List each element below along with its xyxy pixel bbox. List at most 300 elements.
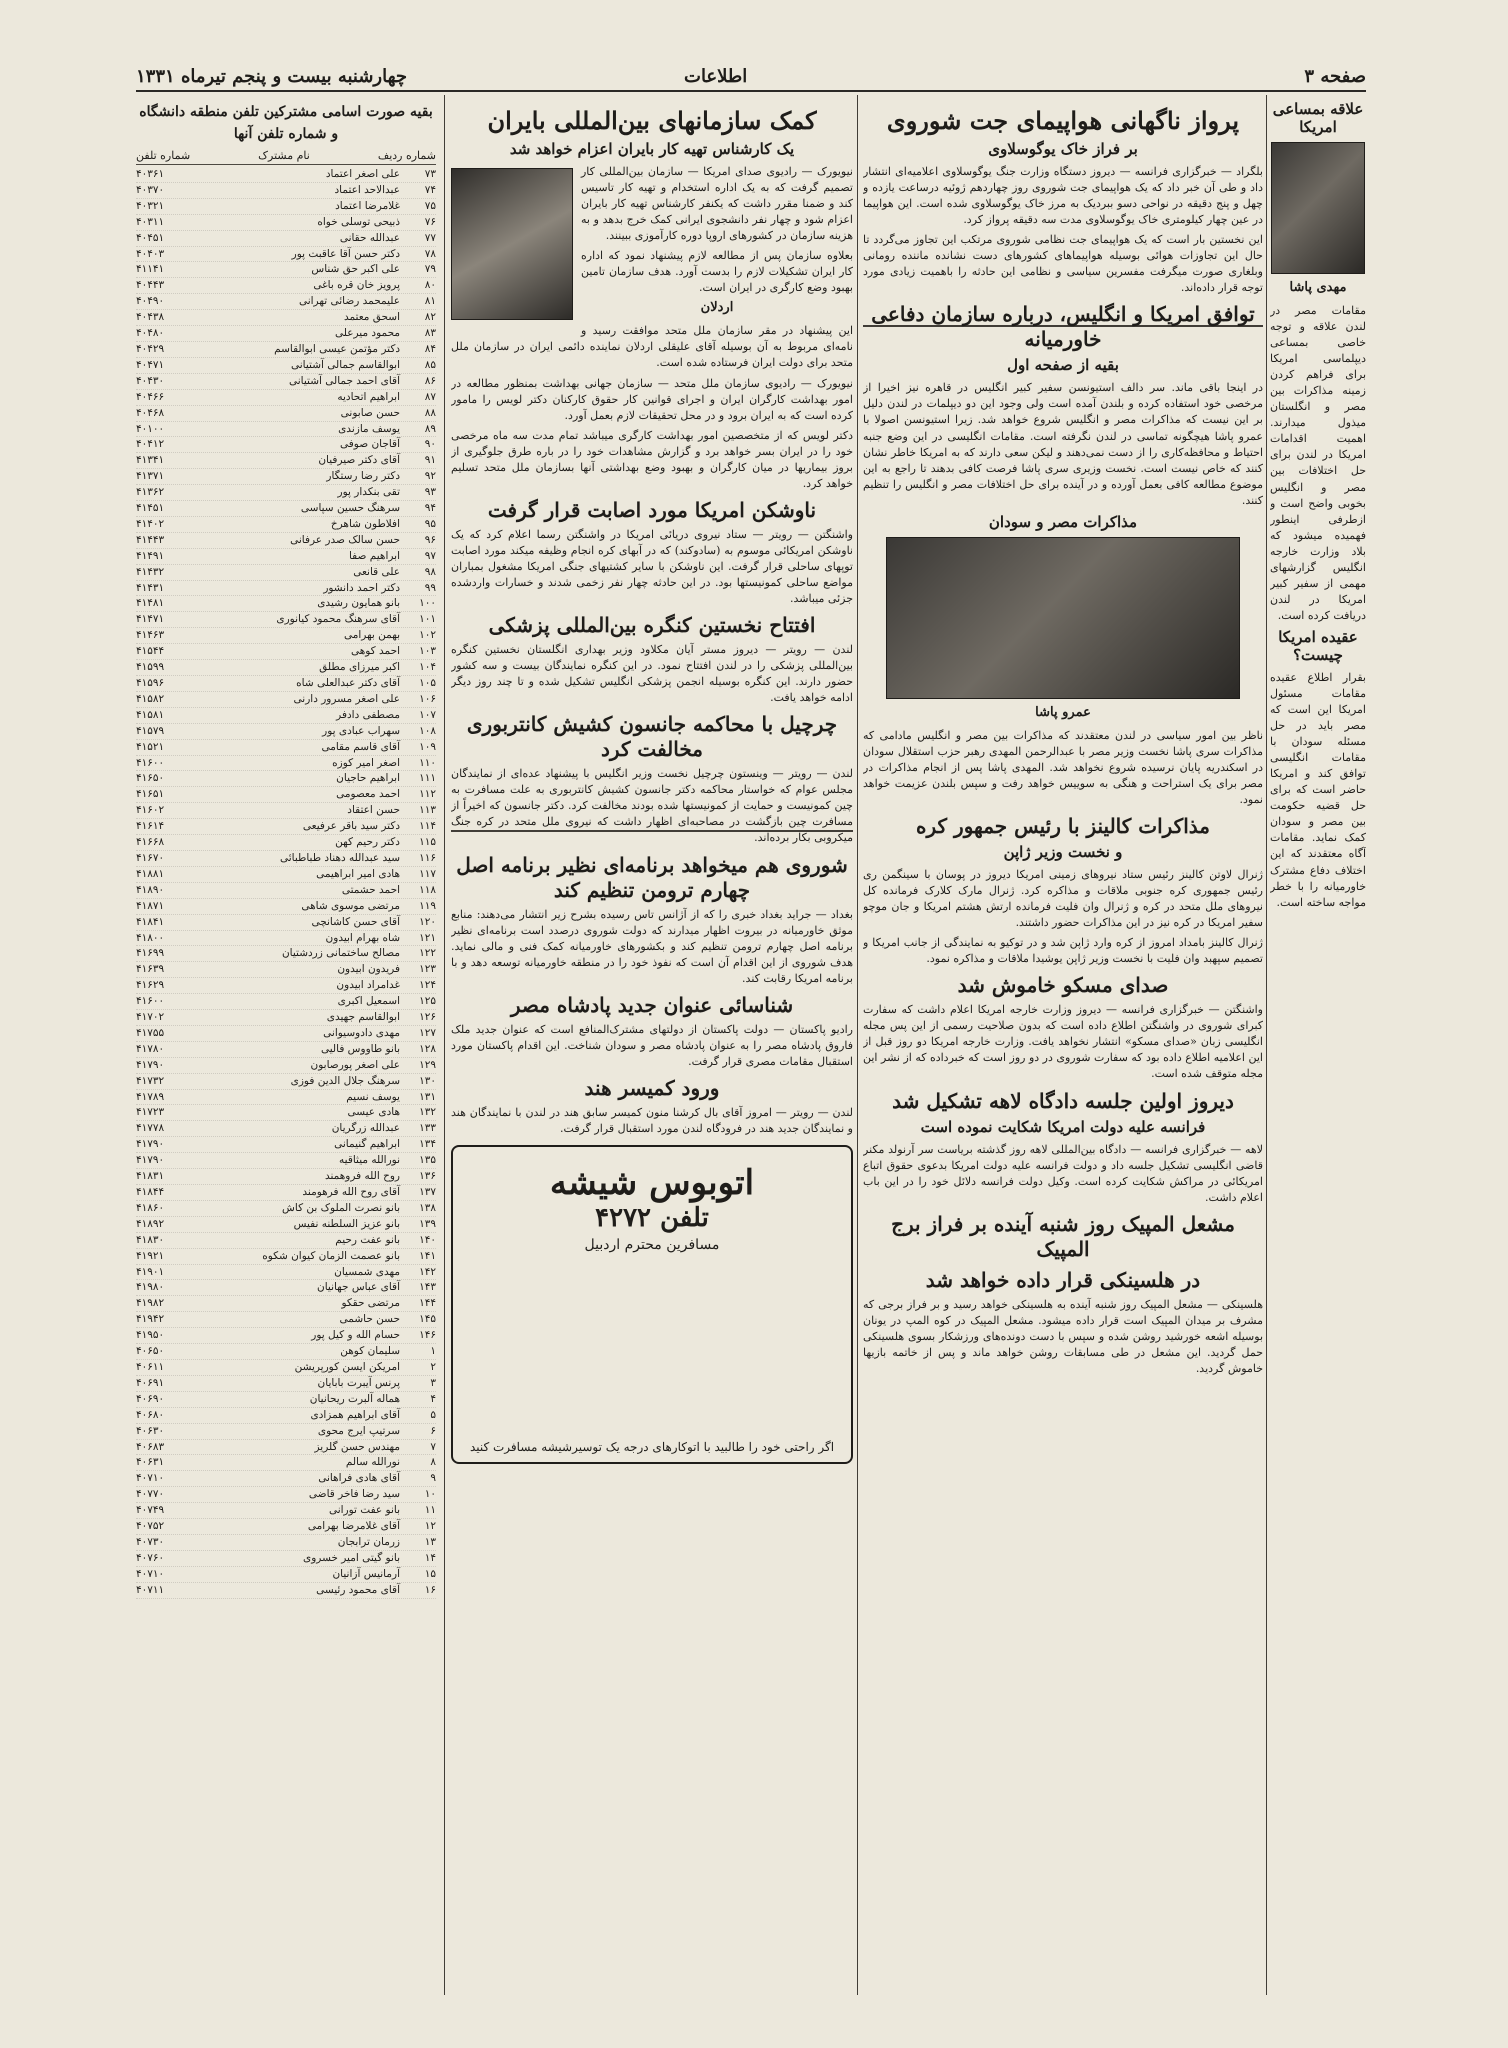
row-phone: ۴۰۶۵۰ <box>136 1345 165 1358</box>
row-phone: ۴۱۸۰۰ <box>136 931 165 944</box>
article-headline: افتتاح نخستین کنگره بین‌المللی پزشکی <box>488 613 816 638</box>
row-index: ۱۱۰ <box>419 756 436 769</box>
row-name: اسمعیل اکبری <box>337 995 400 1008</box>
row-index: ۹۸ <box>424 565 436 578</box>
row-phone: ۴۱۹۸۰ <box>136 1281 165 1294</box>
row-name: اصغر امیر کوزه <box>332 756 400 769</box>
row-index: ۹۵ <box>424 517 436 530</box>
directory-row <box>136 867 436 883</box>
directory-row <box>136 1376 436 1392</box>
row-name: اکبر میرزای مطلق <box>319 661 400 674</box>
row-index: ۹۹ <box>424 581 436 594</box>
row-index: ۱۰۲ <box>419 629 436 642</box>
row-index: ۳ <box>430 1376 436 1389</box>
row-name: هادی عیسی <box>347 1106 400 1119</box>
row-index: ۱۱۹ <box>419 899 436 912</box>
row-phone: ۴۱۹۲۱ <box>136 1249 165 1262</box>
directory-row <box>136 1296 436 1312</box>
row-index: ۹۱ <box>424 454 436 467</box>
row-index: ۱۲۵ <box>419 995 436 1008</box>
directory-row <box>136 358 436 374</box>
article-body: بقرار اطلاع عقیده مقامات مسئول امریکا این است که مصر باید در حل مسئله سودان با مقامات انگلیسی توافق کند و امریکا حاضر است که برای حل قضیه حکومت بین مصر و سودان کمک نماید. مقامات آگاه معتقدند که این اختلاف دفاع مشترک خاورمیانه را با خطر مواجه ساخته است. <box>1270 670 1366 909</box>
row-name: عبدالله زرگریان <box>331 1122 400 1135</box>
directory-row <box>136 883 436 899</box>
row-phone: ۴۱۵۸۲ <box>136 692 165 705</box>
row-phone: ۴۱۸۷۱ <box>136 899 165 912</box>
directory-row <box>136 262 436 278</box>
row-name: سرهنگ حسین سپاسی <box>300 502 400 515</box>
row-index: ۶ <box>430 1424 436 1437</box>
row-name: فریدون ابیدون <box>337 963 400 976</box>
row-phone: ۴۰۴۷۱ <box>136 358 165 371</box>
row-phone: ۴۰۷۱۱ <box>136 1583 165 1596</box>
row-index: ۱۲۷ <box>419 1026 436 1039</box>
article-headline: ناوشکن امریکا مورد اصابت قرار گرفت <box>487 497 817 522</box>
row-index: ۱۳۰ <box>419 1074 436 1087</box>
directory-row <box>136 501 436 517</box>
row-index: ۱۴۵ <box>419 1313 436 1326</box>
row-index: ۷ <box>430 1440 436 1453</box>
directory-row <box>136 724 436 740</box>
row-name: آقای قاسم مقامی <box>321 740 400 753</box>
row-index: ۱۰۰ <box>419 597 436 610</box>
directory-row <box>136 390 436 406</box>
row-index: ۱۲۰ <box>419 915 436 928</box>
row-phone: ۴۱۶۹۹ <box>136 947 165 960</box>
directory-row <box>136 326 436 342</box>
row-index: ۱۴۴ <box>419 1297 436 1310</box>
row-name: بانو طاووس فالیی <box>321 1042 400 1055</box>
row-phone: ۴۰۷۳۰ <box>136 1535 165 1548</box>
directory-row <box>136 1392 436 1408</box>
article-body: ژنرال لاوتن کالینز رئیس ستاد نیروهای زمینی امریکا دیروز در پوسان با سینگمن ری رئیس جمهوری کره جنوبی ملاقات و مذاکره کرد. ژنرال مارک کلارک فرمانده کل نیروهای ملل متحد در کره و ژنرال وان فلیت فرمانده ارتش هشتم امریکا و جان موچو سفیر امریکا در کره نیز در این مذاکرات حضور داشتند. <box>863 867 1263 930</box>
article-body: بغداد — جراید بغداد خبری را که از آژانس تاس رسیده بشرح زیر انتشار می‌دهند: منابع موثق خاورمیانه در بیروت اظهار میدارند که دولت شوروی درصدد است برنامه‌ای نظیر برنامه اصل چهارم ترومن تنظیم کند و بکشورهای خاورمیانه کمک فنی و مالی نماید. هدف شوروی از این اقدام آن است که نفوذ خود را در منطقه خاورمیانه توسعه دهد و با برنامه امریکا رقابت کند. <box>451 907 853 985</box>
row-name: مهدی دادوسیوانی <box>323 1026 400 1039</box>
article-column-strip <box>1270 100 1366 2000</box>
directory-row <box>136 1185 436 1201</box>
ad-line: مسافرین محترم اردبیل <box>584 1236 720 1253</box>
directory-row <box>136 517 436 533</box>
directory-row <box>136 931 436 947</box>
article-headline: چرچیل با محاکمه جانسون کشیش کانتربوری مخالفت کرد <box>466 712 838 762</box>
article-body: ژنرال کالینز بامداد امروز از کره وارد ژاپن شد و در توکیو به نمایندگی از جانب امریکا و تصمیم سپهبد وان فلیت با نخست وزیر ژاپن یوشیدا ملاقات و مذاکره نمود. <box>863 936 1263 966</box>
directory-row <box>136 1440 436 1456</box>
date-line: چهارشنبه بیست و پنجم تیرماه ۱۳۳۱ <box>136 66 408 87</box>
row-phone: ۴۰۷۱۰ <box>136 1472 165 1485</box>
row-name: مصطفی دادفر <box>336 708 400 721</box>
row-index: ۱۳۶ <box>419 1170 436 1183</box>
article-body: لندن — رویتر — وینستون چرچیل نخست وزیر انگلیس با پیشنهاد عده‌ای از نمایندگان مجلس عوام که خواستار محاکمه دکتر جانسون کشیش کانتربوری به علت مسافرت به چین کمونیست و حمایت از کمونیستها شده بودند مخالفت کرد. دکتر جانسون که اخیراً از مسافرت چین بازگشت در مصاحبه‌ای اظهار داشت که نیروی ملل متحد در کره جنگ میکروبی بکار برده‌اند. <box>451 767 853 845</box>
directory-row <box>136 708 436 724</box>
row-phone: ۴۰۴۸۰ <box>136 327 165 340</box>
article-subheadline: بقیه از صفحه اول <box>1007 356 1119 375</box>
directory-row <box>136 1090 436 1106</box>
row-phone: ۴۱۵۷۹ <box>136 724 165 737</box>
row-index: ۱۱۷ <box>419 867 436 880</box>
row-phone: ۴۱۶۵۱ <box>136 788 165 801</box>
row-phone: ۴۱۶۰۲ <box>136 804 165 817</box>
row-phone: ۴۱۳۶۲ <box>136 486 165 499</box>
row-phone: ۴۰۴۳۸ <box>136 311 165 324</box>
article-headline: در هلسینکی قرار داده خواهد شد <box>925 1267 1201 1292</box>
directory-row <box>136 469 436 485</box>
row-name: علیمحمد رضائی تهرانی <box>298 295 400 308</box>
row-index: ۱۵ <box>424 1567 436 1580</box>
row-name: بانو همایون رشیدی <box>317 597 400 610</box>
row-name: غلامرضا اعتماد <box>335 199 400 212</box>
article-headline: صدای مسکو خاموش شد <box>957 973 1169 998</box>
row-index: ۱۱۴ <box>419 820 436 833</box>
section-box: عقیده امریکا چیست؟ <box>1278 627 1358 664</box>
article-headline: شوروی هم میخواهد برنامه‌ای نظیر برنامه اصل چهارم ترومن تنظیم کند <box>456 852 848 902</box>
row-phone: ۴۱۶۳۹ <box>136 963 165 976</box>
row-name: دکتر احمد دانشور <box>323 581 400 594</box>
row-index: ۱۰۸ <box>419 724 436 737</box>
row-name: حسام الله و کیل پور <box>311 1329 400 1342</box>
row-name: علی قانعی <box>353 565 400 578</box>
row-phone: ۴۱۹۸۲ <box>136 1297 165 1310</box>
row-name: سرتیپ ایرج محوی <box>317 1424 400 1437</box>
directory-row <box>136 1455 436 1471</box>
row-index: ۱۰۳ <box>419 645 436 658</box>
row-index: ۸ <box>430 1456 436 1469</box>
row-phone: ۴۱۴۵۱ <box>136 502 165 515</box>
row-name: سهراب عبادی پور <box>322 724 400 737</box>
directory-row <box>136 1105 436 1121</box>
article-body: نیویورک — رادیوی سازمان ملل متحد — سازمان جهانی بهداشت بمنظور مطالعه در امور بهداشت کارگران ایران و اجرای قوانین کار حقوق کارکنان دکتر لویس را مامور کرده است که به ایران برود و در محل تحقیقات لازم بعمل آورد. <box>451 376 853 422</box>
row-phone: ۴۱۴۷۱ <box>136 613 165 626</box>
row-name: سرهنگ جلال الدین فوزی <box>290 1074 400 1087</box>
row-phone: ۴۱۷۸۰ <box>136 1042 165 1055</box>
row-phone: ۴۰۳۱۱ <box>136 215 165 228</box>
row-phone: ۴۰۴۳۰ <box>136 374 165 387</box>
row-index: ۵ <box>430 1408 436 1421</box>
row-name: دکتر رحیم کهن <box>335 836 400 849</box>
row-index: ۱۴۰ <box>419 1233 436 1246</box>
row-phone: ۴۱۹۰۱ <box>136 1265 165 1278</box>
row-index: ۱۲ <box>424 1520 436 1533</box>
row-name: حسن سالک صدر عرفانی <box>290 533 400 546</box>
directory-row <box>136 628 436 644</box>
row-name: بانو عفت تورانی <box>328 1504 400 1517</box>
row-phone: ۴۱۶۷۰ <box>136 851 165 864</box>
row-phone: ۴۱۷۰۲ <box>136 1011 165 1024</box>
article-subheadline: فرانسه علیه دولت امریکا شکایت نموده است <box>920 1117 1206 1136</box>
directory-row <box>136 851 436 867</box>
row-phone: ۴۱۷۹۰ <box>136 1058 165 1071</box>
row-phone: ۴۰۳۲۱ <box>136 199 165 212</box>
article-body: هلسینکی — مشعل المپیک روز شنبه آینده به هلسینکی خواهد رسید و بر فراز برجی که مشرف بر میدان المپیک است قرار داده میشود. مشعل المپیک در کوه المپ در یونان بوسیله اشعه خورشید روشن شده و سپس با دست دونده‌های ورزشکار بسوی هلسینکی حمل گردید. این مشعل در طی مسابقات روشن خواهد ماند و پس از خاتمه بازیها خاموش گردید. <box>863 1297 1263 1375</box>
row-phone: ۴۰۶۹۱ <box>136 1376 165 1389</box>
directory-title: بقیه صورت اسامی مشترکین تلفن منطقه دانشگاه <box>139 104 433 120</box>
row-name: یوسف مازندی <box>338 422 400 435</box>
row-phone: ۴۱۶۶۸ <box>136 836 165 849</box>
row-phone: ۴۱۷۷۸ <box>136 1122 165 1135</box>
row-name: مرتضی موسوی شاهی <box>301 899 400 912</box>
row-index: ۸۳ <box>424 327 436 340</box>
row-index: ۸۶ <box>424 374 436 387</box>
row-phone: ۴۱۸۳۱ <box>136 1170 165 1183</box>
directory-row <box>136 310 436 326</box>
row-name: نورالله سالم <box>345 1456 400 1469</box>
row-name: آقای عباس جهانیان <box>316 1281 400 1294</box>
article-headline: دیروز اولین جلسه دادگاه لاهه تشکیل شد <box>892 1088 1234 1113</box>
row-phone: ۴۱۵۹۹ <box>136 661 165 674</box>
photo-caption: عمرو پاشا <box>1035 704 1091 720</box>
row-index: ۱۰۵ <box>419 677 436 689</box>
directory-row <box>136 565 436 581</box>
directory-row <box>136 1137 436 1153</box>
row-index: ۷۵ <box>424 199 436 212</box>
article-body: لاهه — خبرگزاری فرانسه — دادگاه بین‌المللی لاهه روز گذشته بریاست سر آرنولد مکنر قاضی انگلیسی تشکیل جلسه داد و دولت فرانسه علیه دولت امریکا بدعوی حقوق اتباع امریکائی در مراکش شکایت کرده است. وکیل دولت فرانسه دلائل خود را در این باب اعلام داشت. <box>863 1142 1263 1204</box>
directory-row <box>136 1153 436 1169</box>
row-name: حسن صابونی <box>340 406 400 419</box>
row-index: ۱۳۳ <box>419 1122 436 1135</box>
row-index: ۱۱۸ <box>419 883 436 896</box>
row-name: بانو عصمت الزمان کیوان شکوه <box>262 1249 400 1262</box>
row-index: ۱ <box>430 1345 436 1358</box>
directory-row <box>136 803 436 819</box>
row-name: بانو عفت رحیم <box>335 1233 400 1246</box>
directory-row <box>136 1344 436 1360</box>
directory-row <box>136 1535 436 1551</box>
row-name: امریکن ایسن کورپریشن <box>294 1360 400 1373</box>
directory-row <box>136 612 436 628</box>
article-subheadline: و نخست وزیر ژاپن <box>1003 842 1123 861</box>
row-name: احمد معصومی <box>336 788 400 801</box>
row-index: ۷۴ <box>424 183 436 196</box>
row-name: سید رضا فاخر قاضی <box>308 1488 400 1501</box>
row-index: ۸۴ <box>424 342 436 355</box>
row-phone: ۴۱۷۹۰ <box>136 1154 165 1167</box>
directory-row <box>136 1265 436 1281</box>
header-idx: شماره ردیف <box>377 149 436 162</box>
row-phone: ۴۰۷۷۰ <box>136 1488 165 1501</box>
page-header <box>136 66 1366 92</box>
directory-row <box>136 978 436 994</box>
directory-row <box>136 660 436 676</box>
row-name: پرویز خان قره باغی <box>313 279 400 292</box>
directory-row <box>136 962 436 978</box>
row-name: آقای ابراهیم همزادی <box>310 1408 400 1421</box>
row-phone: ۴۱۴۳۱ <box>136 581 165 594</box>
row-name: احمد حشمتی <box>341 883 400 896</box>
row-phone: ۴۱۴۴۳ <box>136 533 165 546</box>
row-name: ابراهیم حاجیان <box>336 772 400 785</box>
row-index: ۱۱۱ <box>419 772 436 785</box>
row-index: ۱۴۳ <box>419 1281 436 1294</box>
row-name: بانو نصرت الملوک بن کاش <box>282 1201 400 1214</box>
directory-row <box>136 1408 436 1424</box>
row-index: ۱۲۲ <box>419 947 436 960</box>
directory-row <box>136 1487 436 1503</box>
row-phone: ۴۱۸۴۱ <box>136 915 165 928</box>
row-index: ۸۱ <box>424 295 436 308</box>
row-phone: ۴۱۹۵۰ <box>136 1329 165 1342</box>
row-phone: ۴۱۱۴۱ <box>136 263 165 276</box>
directory-row <box>136 946 436 962</box>
directory-row <box>136 1424 436 1440</box>
row-index: ۷۶ <box>424 215 436 228</box>
article-body: واشنگتن — رویتر — ستاد نیروی دریائی امریکا در واشنگتن رسما اعلام کرد که یک ناوشکن امریکائی موسوم به (سادوکند) که در آبهای کره انجام وظیفه میکند مورد اصابت توپهای ساحلی قرار گرفت. این ناوشکن با سایر کشتیهای جنگی امریکا مشغول بمباران مواضع ساحلی کمونیستها بود. در این حادثه چهار نفر زخمی شدند و خسارات واردشده جزئی میباشد. <box>451 527 853 606</box>
row-index: ۱۲۱ <box>419 931 436 944</box>
row-phone: ۴۱۶۰۰ <box>136 995 165 1008</box>
row-phone: ۴۱۵۴۴ <box>136 645 165 658</box>
row-name: اسحق معتمد <box>343 311 400 324</box>
row-phone: ۴۰۶۹۰ <box>136 1392 165 1405</box>
row-index: ۱۰۹ <box>419 740 436 753</box>
row-index: ۹۰ <box>424 438 436 451</box>
row-name: بانو عزیز السلطنه نفیس <box>293 1217 400 1230</box>
phone-directory-column <box>136 100 436 2000</box>
row-phone: ۴۰۶۸۳ <box>136 1440 165 1453</box>
row-index: ۱۱۵ <box>419 836 436 849</box>
directory-row <box>136 1551 436 1567</box>
directory-row <box>136 1074 436 1090</box>
row-name: آقای غلامرضا بهرامی <box>307 1520 400 1533</box>
row-name: مرتضی حقکو <box>341 1297 400 1310</box>
directory-row <box>136 1042 436 1058</box>
directory-row <box>136 819 436 835</box>
row-phone: ۴۰۷۵۲ <box>136 1520 165 1533</box>
row-name: تقی بنکدار پور <box>337 486 400 499</box>
row-phone: ۴۱۳۷۱ <box>136 470 165 483</box>
row-index: ۹۲ <box>424 470 436 483</box>
row-name: پرنس آیبرت بابایان <box>317 1376 400 1389</box>
article-headline: شناسائی عنوان جدید پادشاه مصر <box>510 992 794 1017</box>
row-index: ۱۲۴ <box>419 979 436 992</box>
directory-row <box>136 437 436 453</box>
row-phone: ۴۰۳۷۰ <box>136 183 165 196</box>
article-body: بلگراد — خبرگزاری فرانسه — دیروز دستگاه وزارت جنگ یوگوسلاوی اعلامیه‌ای انتشار داد و طی آن خبر داد که یک هواپیمای جت شوروی روز چهاردهم ژوئیه درساعت یازده و چهل و پنج دقیقه در نواحی دسو ببردیک به مرز خاک یوگوسلاوی شده است. این هواپیما در عین چهار کیلومتری خاک یوگوسلاوی مدت سه دقیقه پرواز کرد. <box>863 165 1263 227</box>
row-name: ابراهیم اتحادیه <box>337 390 400 403</box>
row-name: حسن حاشمی <box>339 1313 400 1326</box>
row-phone: ۴۱۶۰۰ <box>136 756 165 769</box>
row-index: ۱۰۱ <box>419 613 436 626</box>
row-phone: ۴۱۴۸۱ <box>136 597 165 610</box>
column-rule-1 <box>444 95 445 1995</box>
row-index: ۷۸ <box>424 247 436 260</box>
row-phone: ۴۱۸۴۴ <box>136 1186 165 1198</box>
directory-row <box>136 1567 436 1583</box>
article-column-right <box>863 100 1263 2000</box>
article-body: نیویورک — رادیوی صدای امریکا — سازمان بین‌المللی کار تصمیم گرفت که به یک اداره استخدام و تهیه کار تاسیس کند و ضمنا مقرر داشت که یکنفر کارشناس تهیه کار بایران اعزام شود و چهار نفر دانشجوی ایرانی کمک خرج بدهد و به هزینه سازمان در کشورهای اروپا دوره کارآموزی ببینند. <box>581 165 853 243</box>
directory-list <box>136 167 436 1599</box>
row-index: ۱۰ <box>424 1488 436 1501</box>
row-name: سید عبدالله دهناد طباطبائی <box>279 851 400 864</box>
directory-row <box>136 247 436 263</box>
row-phone: ۴۱۵۲۱ <box>136 740 165 753</box>
row-index: ۹۳ <box>424 486 436 499</box>
row-index: ۸۵ <box>424 358 436 371</box>
row-name: شاه بهرام ابیدون <box>325 931 400 944</box>
row-name: آقای دکتر صیرفیان <box>318 454 400 467</box>
row-index: ۱۳۷ <box>419 1186 436 1198</box>
row-name: ابراهیم صفا <box>348 549 400 562</box>
row-phone: ۴۱۷۹۰ <box>136 1138 165 1151</box>
row-index: ۹۶ <box>424 533 436 546</box>
portrait-photo <box>451 168 573 320</box>
directory-row <box>136 215 436 231</box>
directory-row <box>136 1010 436 1026</box>
directory-row <box>136 1201 436 1217</box>
row-name: دکتر مؤتمن عیسی ابوالقاسم <box>274 342 400 355</box>
row-phone: ۴۱۸۹۰ <box>136 883 165 896</box>
directory-title: و شماره تلفن آنها <box>233 125 339 142</box>
directory-row <box>136 835 436 851</box>
row-index: ۱۰۴ <box>419 661 436 674</box>
row-name: بهمن بهرامی <box>343 629 400 642</box>
directory-row <box>136 915 436 931</box>
directory-row <box>136 756 436 772</box>
row-name: آقاجان صوفی <box>340 438 400 451</box>
directory-row <box>136 485 436 501</box>
row-index: ۱۱۳ <box>419 804 436 817</box>
directory-row <box>136 1519 436 1535</box>
row-name: بانو گیتی امیر خسروی <box>302 1551 400 1564</box>
row-name: مصالح ساختمانی زردشتیان <box>281 947 400 960</box>
row-phone: ۴۱۳۴۱ <box>136 454 165 467</box>
directory-row <box>136 740 436 756</box>
row-name: غدامراد ابیدون <box>336 979 400 992</box>
directory-row <box>136 676 436 692</box>
directory-row <box>136 1360 436 1376</box>
article-column-middle <box>451 100 853 2000</box>
article-body: رادیو پاکستان — دولت پاکستان از دولتهای مشترک‌المنافع است که عنوان جدید ملک فاروق پادشاه مصر را به عنوان پادشاه مصر و سودان شناخت. این اقدام پاکستان مورد استقبال مقامات مصری قرار گرفت. <box>451 1022 853 1068</box>
row-index: ۴ <box>430 1392 436 1405</box>
row-phone: ۴۰۱۰۰ <box>136 422 165 435</box>
row-index: ۱۱۲ <box>419 788 436 801</box>
row-name: عبدالاحد اعتماد <box>334 183 400 196</box>
row-phone: ۴۰۴۲۹ <box>136 342 165 355</box>
directory-row <box>136 453 436 469</box>
row-name: ابوالقاسم جهیدی <box>326 1011 400 1024</box>
row-name: احمد کوهی <box>350 645 400 658</box>
row-phone: ۴۱۴۹۱ <box>136 549 165 562</box>
row-phone: ۴۰۷۶۰ <box>136 1551 165 1564</box>
row-name: نورالله میثاقیه <box>339 1154 400 1167</box>
article-body: این نخستین بار است که یک هواپیمای جت نظامی شوروی مرتکب این تجاوز می‌گردد تا حال این تجاوزات هوائی بوسیله هواپیماهای کشورهای دست نشانده ماننده رومانی وبلغاری صورت میگرفت مفسرین سیاسی و نظامی این حادثه را باهمیت زیادی مورد توجه قرار داده‌اند. <box>863 233 1263 295</box>
directory-row <box>136 231 436 247</box>
directory-header <box>136 147 436 165</box>
row-name: علی اصغر پورصابون <box>310 1058 400 1071</box>
row-index: ۱۰۶ <box>419 692 436 705</box>
photo-caption: اردلان <box>700 300 734 316</box>
page-label: صفحه ۳ <box>1304 66 1366 87</box>
article-body: لندن — رویتر — امروز آقای بال کرشنا منون کمیسر سابق هند در لندن با نمایندگان هند و نمایندگان جدید هند در فرودگاه لندن مورد استقبال قرار گرفت. <box>451 1105 853 1135</box>
row-index: ۱۲۸ <box>419 1042 436 1055</box>
directory-row <box>136 167 436 183</box>
row-phone: ۴۱۸۳۰ <box>136 1233 165 1246</box>
row-name: علی اصغر مسرور دارنی <box>293 692 400 705</box>
directory-row <box>136 1058 436 1074</box>
row-index: ۱۳۱ <box>419 1090 436 1103</box>
row-index: ۱۳۲ <box>419 1106 436 1119</box>
row-name: آقای احمد جمالی آشتیانی <box>289 374 400 387</box>
directory-row <box>136 994 436 1010</box>
row-index: ۹ <box>430 1472 436 1485</box>
row-phone: ۴۰۷۱۰ <box>136 1567 165 1580</box>
row-index: ۱۴۲ <box>419 1265 436 1278</box>
directory-row <box>136 199 436 215</box>
row-index: ۱۰۷ <box>419 708 436 721</box>
row-phone: ۴۰۴۵۱ <box>136 231 165 244</box>
row-index: ۱۴۶ <box>419 1329 436 1342</box>
row-name: آقای سرهنگ محمود کیانوری <box>276 613 400 626</box>
row-name: هماله آلبرت ریحانیان <box>309 1392 400 1405</box>
directory-row <box>136 1121 436 1137</box>
section-box: مذاکرات مصر و سودان <box>988 512 1138 531</box>
